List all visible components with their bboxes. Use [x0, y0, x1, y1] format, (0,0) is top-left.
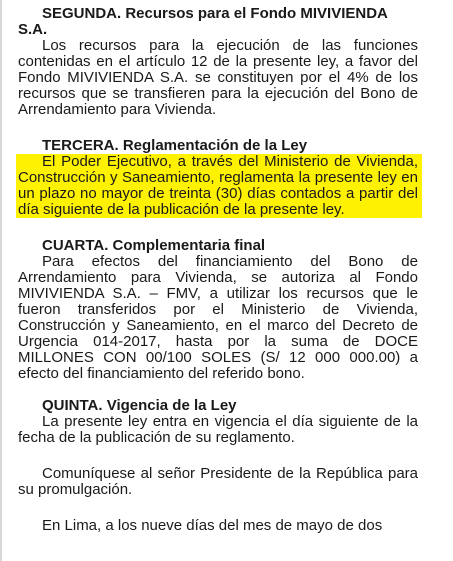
closing-date-line: En Lima, a los nueve días del mes de mayo de dos: [42, 517, 383, 534]
section-heading: TERCERA. Reglamentación de la Ley: [42, 137, 308, 154]
page-left-border: [0, 0, 2, 561]
section-heading: CUARTA. Complementaria final: [42, 237, 266, 254]
section-heading: SEGUNDA. Recursos para el Fondo MIVIVIENDA S.A.: [18, 5, 388, 38]
document-body: [18, 6, 418, 534]
closing-communique: Comuníquese al señor Presidente de la República para su promulgación.: [18, 465, 418, 498]
section-paragraph: Para efectos del financiamiento del Bono de Arrendamiento para Vivienda, se autoriza al Fondo MIVIVIENDA S.A. – FMV, a utilizar los recursos que le fueron transferidos por el Ministerio de Vivienda, Construcción y Saneamiento, en el marco del Decreto de Urgencia 014-2017, hasta por la suma de DOCE MILLONES CON 00/100 SOLES (S/ 12 000 000.00) a efecto del financiamiento del referido bono.: [18, 253, 418, 382]
section-cuarta: [18, 238, 418, 382]
section-tercera: [18, 138, 418, 218]
section-heading: QUINTA. Vigencia de la Ley: [42, 397, 237, 414]
section-segunda: [18, 6, 418, 118]
highlighted-paragraph: El Poder Ejecutivo, a través del Ministerio de Vivienda, Construcción y Saneamiento, reglamenta la presente ley en un plazo no mayor de treinta (30) días contados a partir del día siguiente de la publicación de la presente ley.: [16, 154, 422, 218]
section-paragraph: Los recursos para la ejecución de las funciones contenidas en el artículo 12 de la presente ley, a favor del Fondo MIVIVIENDA S.A. se constituyen por el 4% de los recursos que se transfieren para la ejecución del Bono de Arrendamiento para Vivienda.: [18, 37, 418, 118]
section-paragraph: La presente ley entra en vigencia el día siguiente de la fecha de la publicación de su reglamento.: [18, 413, 418, 446]
section-quinta: [18, 398, 418, 446]
